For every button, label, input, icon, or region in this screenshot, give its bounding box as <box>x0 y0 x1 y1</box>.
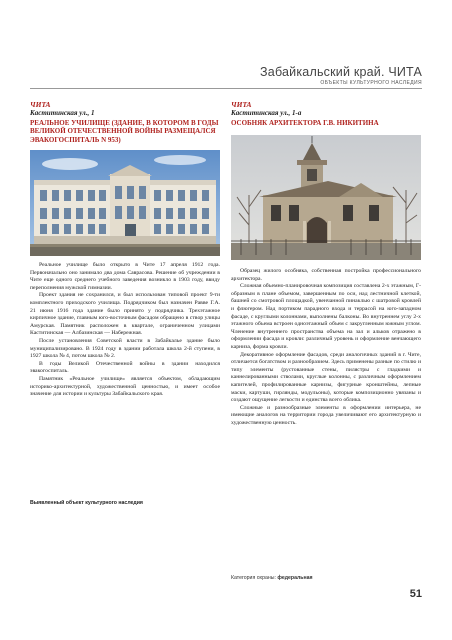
heritage-status-note: Выявленный объект культурного наследия <box>30 500 143 506</box>
category-value: федеральная <box>277 575 313 581</box>
protection-category <box>231 575 313 581</box>
left-body <box>30 262 220 399</box>
right-column-heading <box>231 100 421 127</box>
mansion-photo <box>231 135 421 260</box>
right-paragraph: Сложные и разнообразные элементы в оформлении интерьера, не имеющие аналогов на территории города увеличивают его архитектурную и художественную ценность. <box>231 404 421 426</box>
left-paragraph: Проект здания не сохранился, и был использован типовой проект 9-ти комплектного приходского училища. Подрядчиком был назначен Равве Г.А. 21 июня 1916 года здание было принято у подрядчика. Трехэтажное кирпичное здание, главным юго-восточным фасадом обращено в створ улицы Амурская. Памятник расположен в квартале, ограниченном улицами Каститинская — Албазинская — Набережная. <box>30 292 220 337</box>
right-paragraph: Образец жилого особняка, собственная постройка профессионального архитектора. <box>231 268 421 282</box>
right-paragraph: Сложная объемно-планировочная композиция составлена 2-х этажным, Г-образным в плане объемом, завершенным по оси, над лестничной клеткой, башней со смотровой площадкой, увенчанной пинаклью с шатровой кровлей и флюгером. Над портиком парадного входа и террасой на юго-западном фасаде, с круглыми колоннами, выполнены балконы. Во внутреннем углу 2-х этажного объема встроен одноэтажный объем с закругленным южным углом. Членение внутреннего пространства объема на зал и альков отражено в оформлении фасада и кровли: различный уровень и оформление венчающего карниза, форма кровли. <box>231 283 421 350</box>
page-number: 51 <box>409 588 422 600</box>
right-city: ЧИТА <box>231 100 252 109</box>
left-paragraph: После установления Советской власти в Забайкалье здание было муниципализировано. В 1924 году в здании работала школа 2-й ступени, в 1927 школа № 4, потом школа № 2. <box>30 337 220 360</box>
right-paragraph: Декоративное оформление фасадов, среди аналогичных зданий в г. Чите, отличается богатством и разнообразием. Здесь применены разные по стилю и типу элементы (рустованные стены, пилястры с гладкими и каннелированными стволами, круглые колонны, с различным оформлением капителей, профилированные карнизы, фигурные кронштейны, лепные маски, картуши, гирлянды, модульоны), которые композиционно увязаны и создают ощущение легкости и единства всего облика. <box>231 351 421 404</box>
header-title: Забайкальский край. ЧИТА <box>260 65 422 79</box>
school-photo <box>30 150 220 256</box>
right-street: Каститинская ул., 1-а <box>231 109 302 117</box>
left-column-heading <box>30 100 220 144</box>
left-city: ЧИТА <box>30 100 51 109</box>
right-title: ОСОБНЯК АРХИТЕКТОРА Г.В. НИКИТИНА <box>231 119 379 127</box>
left-paragraph: В годы Великой Отечественной войны в здании находился эвакогоспиталь. <box>30 360 220 375</box>
left-paragraph: Памятник «Реальное училище» является объектом, обладающим историко-архитектурной, художественной ценностью, и имеет особое значение для истории и культуры Забайкальского края. <box>30 375 220 398</box>
header-subtitle: ОБЪЕКТЫ КУЛЬТУРНОГО НАСЛЕДИЯ <box>320 80 422 86</box>
category-label: Категория охраны: <box>231 575 276 581</box>
left-street: Каститинская ул., 1 <box>30 109 95 117</box>
left-paragraph: Реальное училище было открыто в Чите 17 апреля 1912 года. Первоначально оно занимало два дома Саврасова. Решение об учреждении в Чите еще одного среднего учебного заведения возникло в 1903 году, ввиду переполнения мужской гимназии. <box>30 262 220 291</box>
right-body <box>231 268 421 427</box>
header-divider <box>30 88 422 89</box>
left-title: РЕАЛЬНОЕ УЧИЛИЩЕ (ЗДАНИЕ, В КОТОРОМ В ГОДЫ ВЕЛИКОЙ ОТЕЧЕСТВЕННОЙ ВОЙНЫ РАЗМЕЩАЛСЯ ЭВАКОГОСПИТАЛЬ N 953) <box>30 119 219 144</box>
